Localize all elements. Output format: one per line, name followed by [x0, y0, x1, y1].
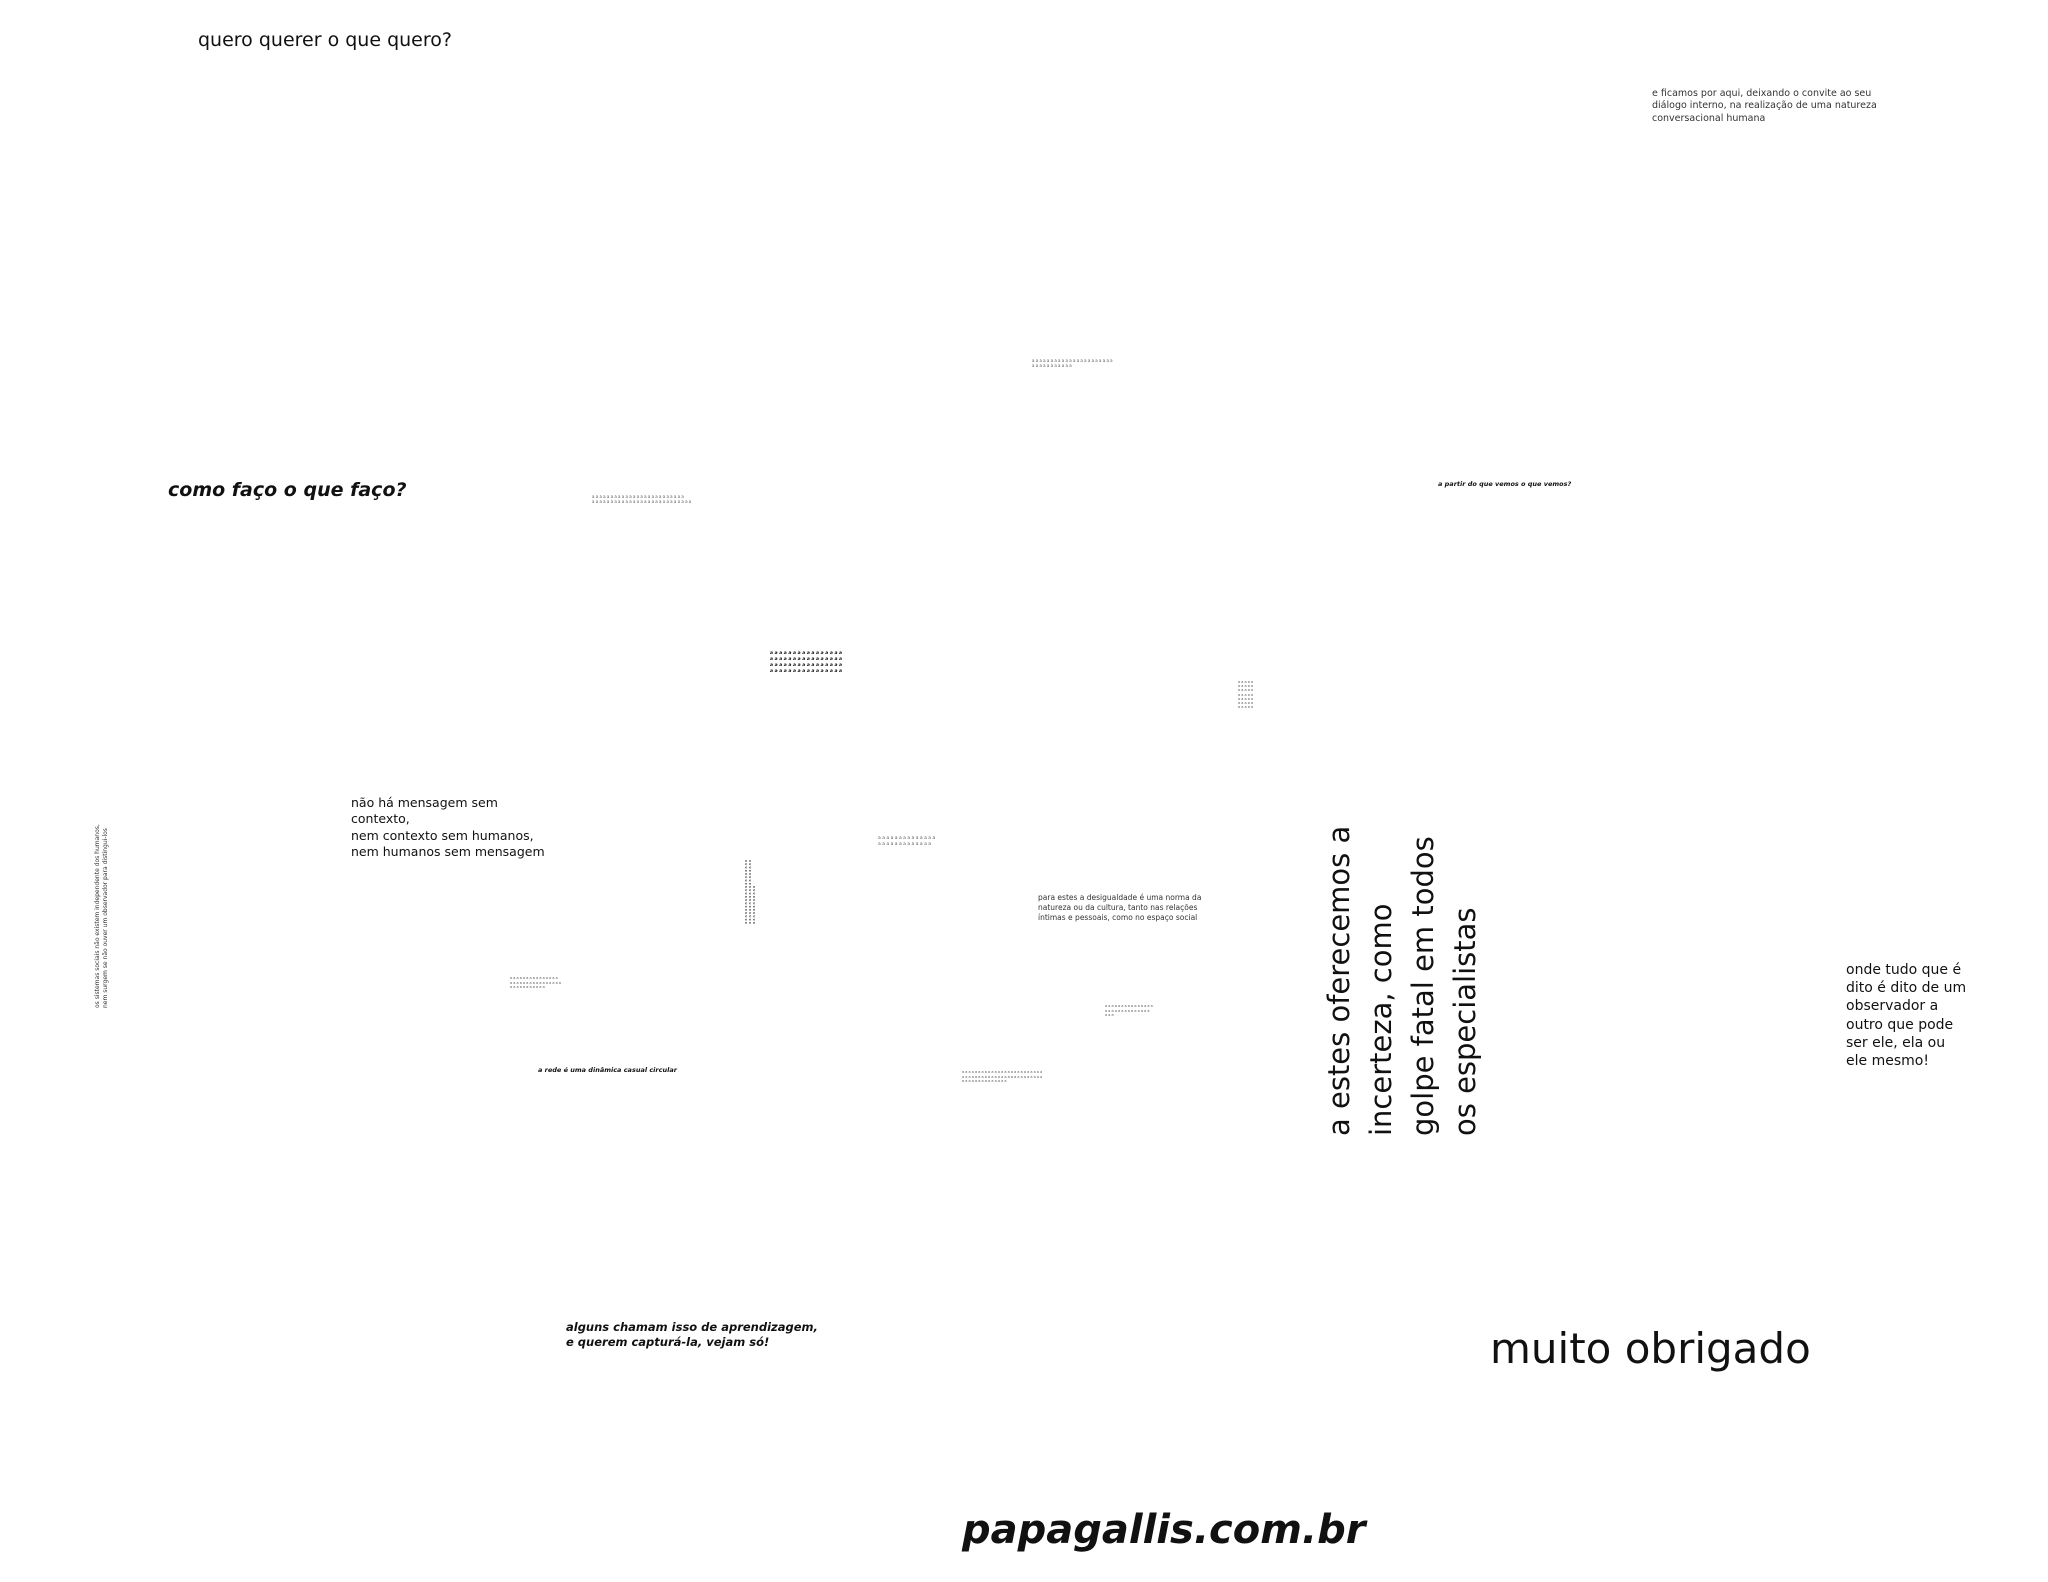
tiny-text-right-lower: a a a a a a a a a a a a a a a a a a a a a a a a a a a a a a a a — [1105, 1004, 1153, 1018]
tiny-text-right-of-mid: a a a a a a a a a a a a a a a a a a a a a a a a a a a — [878, 836, 936, 847]
site-link[interactable]: papagallis.com.br — [962, 1507, 1366, 1553]
phrase-a-partir-do-que-vemos: a partir do que vemos o que vemos? — [1438, 480, 1572, 488]
tiny-text-column-right: a a a a a a a a a a a a a a a a a a a a a a a a a a a a a a a a a a a — [1238, 680, 1254, 710]
phrase-a-rede: a rede é uma dinâmica casual circular — [538, 1066, 677, 1074]
phrase-alguns-chamam: alguns chamam isso de aprendizagem, e querem capturá-la, vejam só! — [566, 1320, 818, 1349]
tiny-text-bold-center: a a a a a a a a a a a a a a a a a a a a a a a a a a a a a a a a a a a a a a a a a a a a a a a a a a a a a a a a a a a a a a a a — [770, 651, 843, 674]
tiny-text-left-lower: a a a a a a a a a a a a a a a a a a a a a a a a a a a a a a a a a a a a a a a a a a — [510, 976, 562, 990]
phrase-a-estes-oferecemos: a estes oferecemos a incerteza, como golpe fatal em todos os especialistas — [1322, 825, 1483, 1136]
phrase-muito-obrigado: muito obrigado — [1490, 1324, 1811, 1373]
phrase-como-faco: como faço o que faço? — [168, 479, 407, 501]
phrase-para-estes: para estes a desigualdade é uma norma da natureza ou da cultura, tanto nas relações íntimas e pessoais, como no espaço social — [1038, 893, 1202, 922]
phrase-onde-tudo: onde tudo que é dito é dito de um observador a outro que pode ser ele, ela ou ele mesmo! — [1846, 962, 1967, 1069]
tiny-text-bottom-center: a a a a a a a a a a a a a a a a a a a a a a a a a a a a a a a a a a a a a a a a a a a a a a a a a a a a a a a a a a a a a a a a — [962, 1070, 1043, 1084]
phrase-nao-ha-mensagem: não há mensagem sem contexto, nem contexto sem humanos, nem humanos sem mensagem — [351, 795, 545, 859]
tiny-text-top-center: a a a a a a a a a a a a a a a a a a a a a a a a a a a a a a a a a — [1032, 358, 1113, 369]
phrase-ficamos-por-aqui: e ficamos por aqui, deixando o convite ao seu diálogo interno, na realização de uma natureza conversacional humana — [1652, 88, 1877, 124]
tiny-text-left-center: a a a a a a a a a a a a a a a a a a a a a a a a a a a a a a a a a a a a a a a a a a a a a a a a a a a a — [592, 494, 692, 505]
tiny-text-vertical-mid: a a a a a a a a a a a a a a a a a a a a a a a a a a a a a a a a a a a a a a a a a a a a a a a a a a a a — [744, 859, 757, 924]
phrase-quero-querer: quero querer o que quero? — [198, 29, 452, 51]
side-text-vertical-left: os sistemas sociais não existem independente dos humanos, nem surgem se não ouver um observador para distingui-los — [94, 824, 110, 1008]
